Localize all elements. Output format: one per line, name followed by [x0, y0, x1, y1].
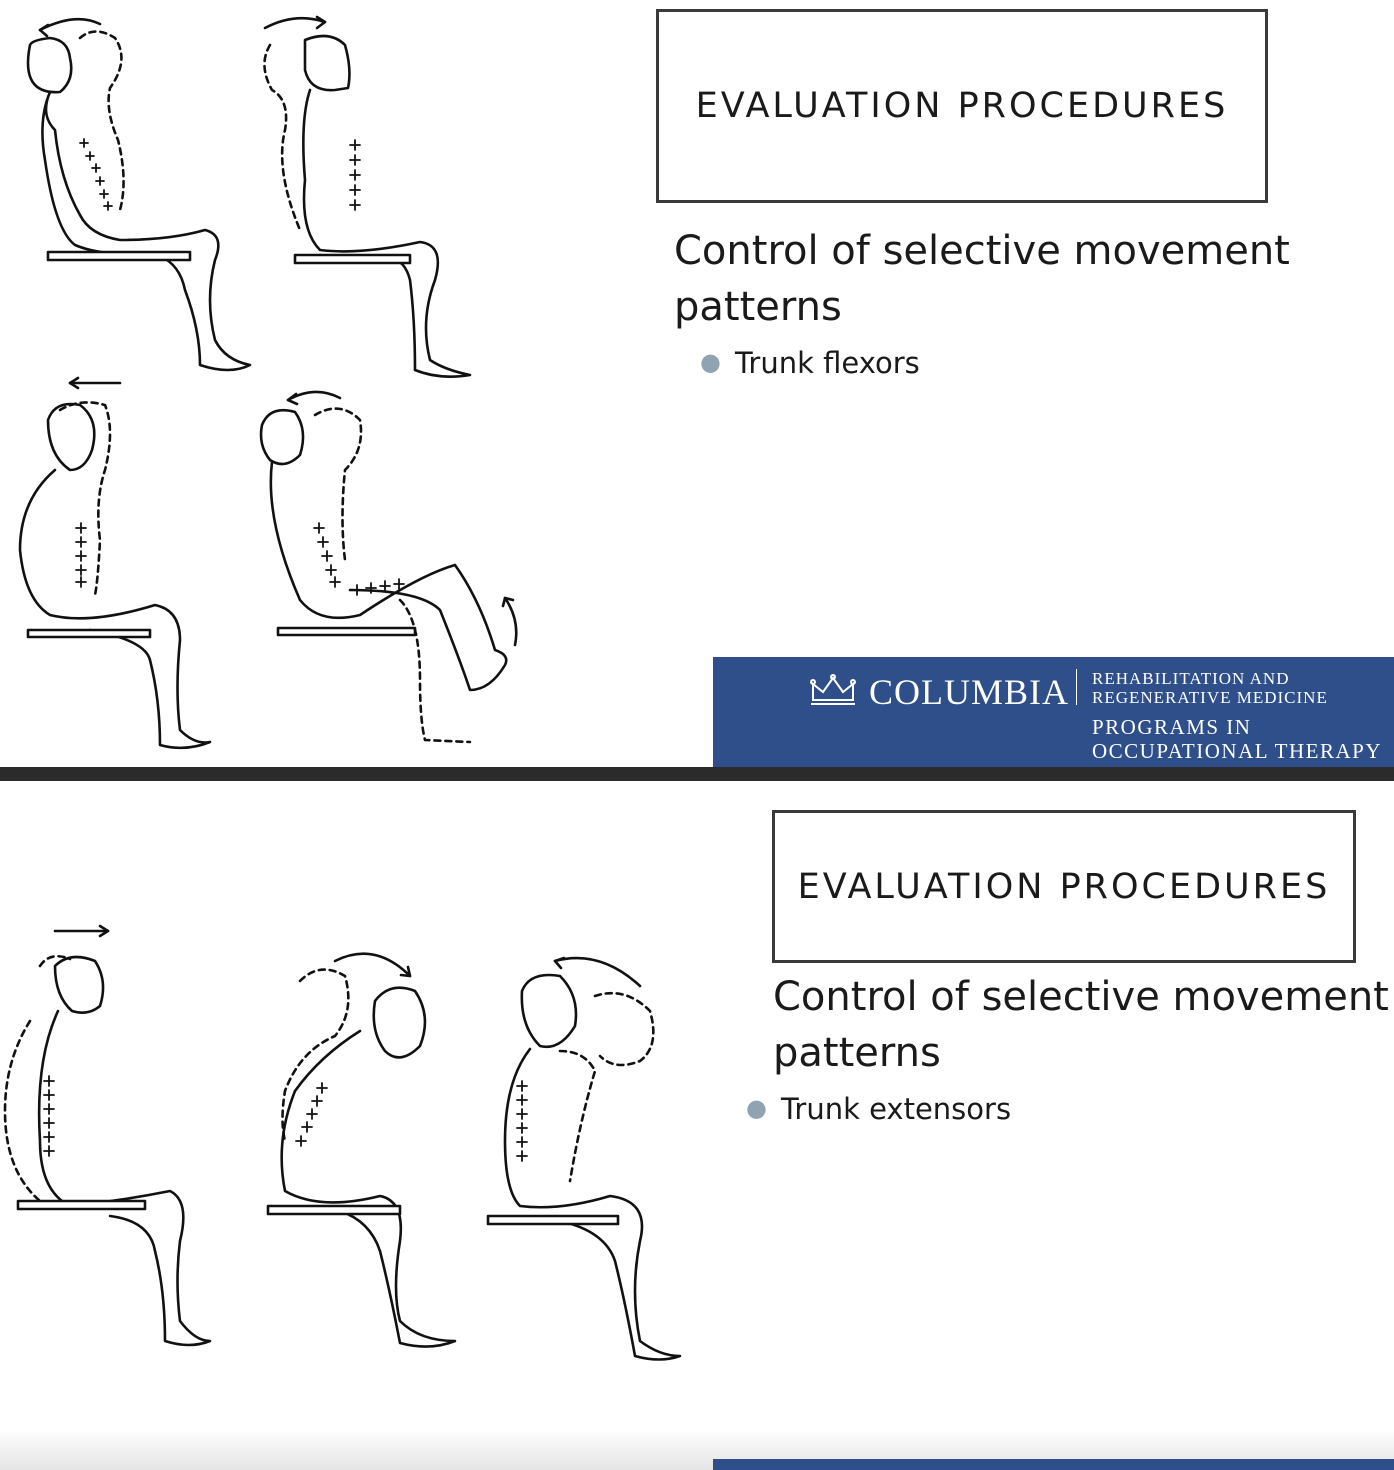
- seated-figure-1: [28, 19, 250, 370]
- dept-line-2: REGENERATIVE MEDICINE: [1092, 688, 1328, 707]
- seated-figure-6: [268, 954, 455, 1347]
- bullet-item: [746, 1092, 1011, 1126]
- heading-line-2: patterns: [773, 1030, 941, 1076]
- slide-heading: [674, 223, 1290, 335]
- columbia-wordmark: COLUMBIA: [869, 672, 1070, 712]
- bullet-dot-icon: ●: [700, 348, 721, 376]
- heading-line-2: patterns: [674, 284, 842, 330]
- columbia-banner: [713, 657, 1394, 767]
- crown-icon: [809, 674, 857, 708]
- seated-figure-2: [264, 17, 470, 377]
- heading-line-1: Control of selective movement: [674, 228, 1290, 274]
- seated-figure-7: [488, 958, 680, 1360]
- banner-separator: [1076, 669, 1077, 705]
- columbia-banner-partial: [713, 1459, 1394, 1470]
- slide-title-box: EVALUATION PROCEDURES: [656, 9, 1268, 203]
- bullet-text: Trunk flexors: [734, 346, 920, 380]
- trunk-extensor-illustration: [0, 781, 700, 1470]
- trunk-flexor-illustration: [0, 0, 700, 767]
- bullet-text: Trunk extensors: [780, 1092, 1012, 1126]
- seated-figure-3: [20, 378, 210, 748]
- slide-divider: [0, 767, 1394, 781]
- slide-heading: [773, 969, 1389, 1081]
- seated-figure-4: [261, 392, 516, 742]
- program-line-2: OCCUPATIONAL THERAPY: [1092, 739, 1383, 763]
- heading-line-1: Control of selective movement: [773, 974, 1389, 1020]
- dept-line-1: REHABILITATION AND: [1092, 669, 1290, 688]
- seated-figure-5: [5, 926, 210, 1345]
- slide-title-box: EVALUATION PROCEDURES: [772, 810, 1356, 963]
- program-line-1: PROGRAMS IN: [1092, 715, 1252, 739]
- slide-2: [0, 781, 1394, 1470]
- bullet-dot-icon: ●: [746, 1094, 767, 1122]
- bullet-item: [700, 346, 920, 380]
